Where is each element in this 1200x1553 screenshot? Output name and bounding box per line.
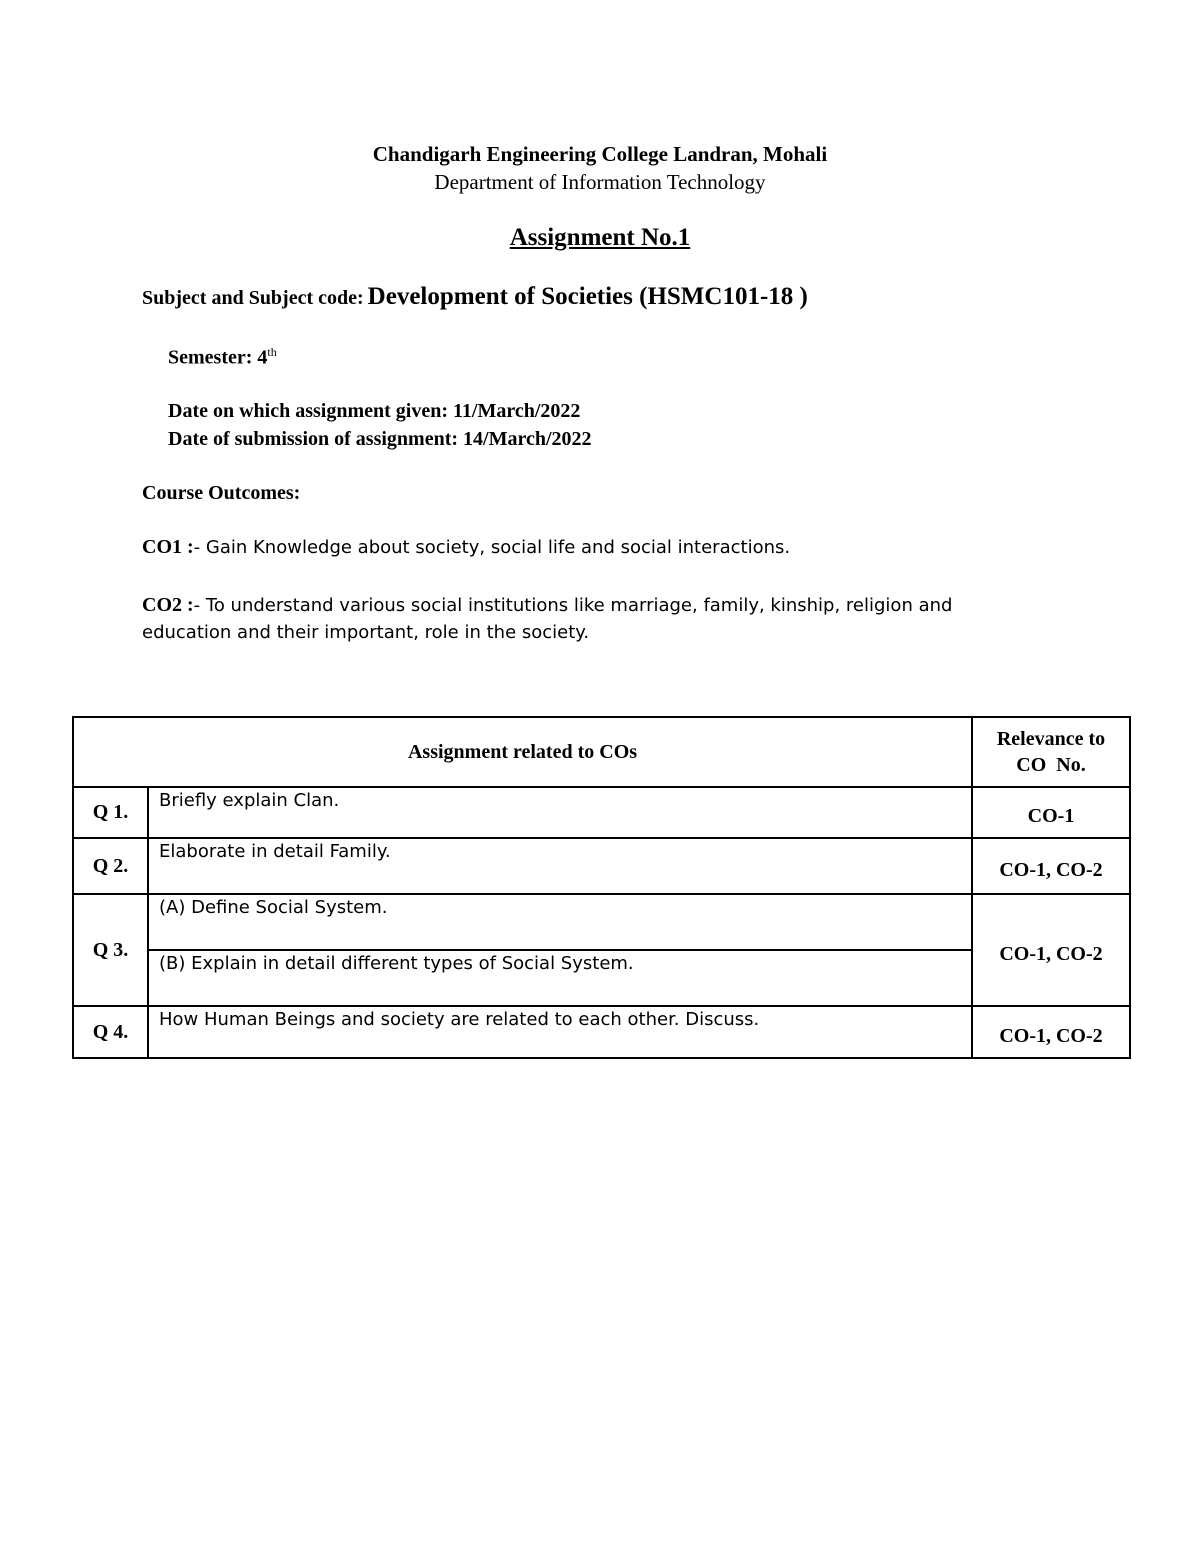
co1-text: - Gain Knowledge about society, social life and social interactions. xyxy=(193,537,791,558)
question-text: Briefly explain Clan. xyxy=(148,787,972,838)
header-relevance-line2: CO No. xyxy=(1016,754,1086,776)
question-co: CO-1, CO-2 xyxy=(972,838,1130,894)
semester-suffix: th xyxy=(267,345,277,359)
assignment-table xyxy=(72,716,1131,1059)
header-relevance-line1: Relevance to xyxy=(996,728,1106,750)
question-text-a: (A) Define Social System. xyxy=(148,894,972,950)
header-assignment: Assignment related to COs xyxy=(73,717,972,787)
table-row xyxy=(73,787,1130,838)
co2-text-line1: - To understand various social institutions like marriage, family, kinship, religion and xyxy=(193,595,953,616)
table-row xyxy=(73,1006,1130,1058)
co1-line xyxy=(142,536,790,559)
question-number: Q 4. xyxy=(73,1006,148,1058)
question-text: How Human Beings and society are related to each other. Discuss. xyxy=(148,1006,972,1058)
table-header-row xyxy=(73,717,1130,787)
header-relevance xyxy=(972,717,1130,787)
question-number: Q 3. xyxy=(73,894,148,1006)
table-row xyxy=(73,894,1130,950)
subject-label: Subject and Subject code: xyxy=(142,287,364,309)
question-number: Q 2. xyxy=(73,838,148,894)
subject-value: Development of Societies (HSMC101-18 ) xyxy=(367,283,808,310)
semester-label: Semester: 4 xyxy=(168,346,268,369)
department-name: Department of Information Technology xyxy=(434,170,766,194)
question-co: CO-1 xyxy=(972,787,1130,838)
co1-label: CO1 : xyxy=(142,536,194,558)
question-co: CO-1, CO-2 xyxy=(972,894,1130,1006)
date-submission: Date of submission of assignment: 14/March/2022 xyxy=(168,428,592,450)
table-row xyxy=(73,950,1130,1006)
question-number: Q 1. xyxy=(73,787,148,838)
subject-line xyxy=(142,283,808,311)
co2-label: CO2 : xyxy=(142,594,194,616)
co2-line-2: education and their important, role in the society. xyxy=(142,622,590,643)
assignment-title: Assignment No.1 xyxy=(509,224,691,251)
co2-line xyxy=(142,594,952,617)
question-co: CO-1, CO-2 xyxy=(972,1006,1130,1058)
question-text-b: (B) Explain in detail different types of Social System. xyxy=(148,950,972,1006)
date-given: Date on which assignment given: 11/March/2022 xyxy=(168,400,581,422)
semester-line xyxy=(168,345,277,370)
college-name: Chandigarh Engineering College Landran, Mohali xyxy=(372,142,828,166)
table-row xyxy=(73,838,1130,894)
course-outcomes-heading: Course Outcomes: xyxy=(142,482,301,504)
question-text: Elaborate in detail Family. xyxy=(148,838,972,894)
